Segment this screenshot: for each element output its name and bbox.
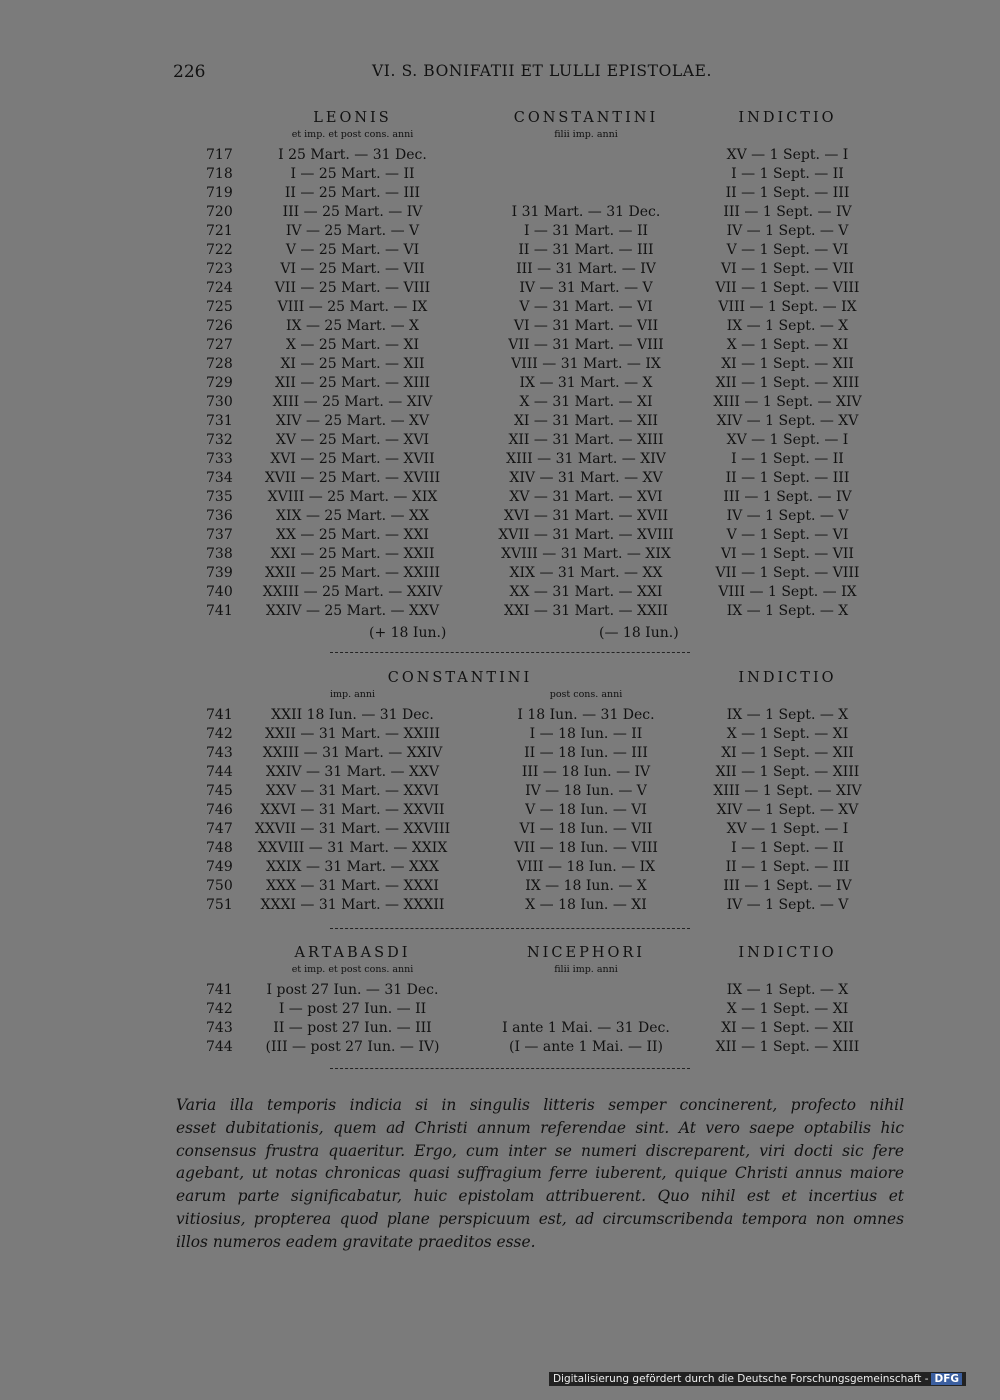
reign-cell: V — 18 Iun. — VI	[525, 802, 647, 818]
column-header: INDICTIO	[738, 110, 837, 126]
reign-cell: XII — 25 Mart. — XIII	[274, 375, 431, 391]
reign-cell: XXVII — 31 Mart. — XXVIII	[254, 821, 451, 837]
reign-cell: V — 31 Mart. — VI	[519, 299, 653, 315]
year-cell: 721	[206, 223, 233, 239]
year-cell: 741	[206, 707, 233, 723]
indiction-cell: XIV — 1 Sept. — XV	[716, 413, 859, 429]
reign-cell: XXIV — 25 Mart. — XXV	[265, 603, 440, 619]
year-cell: 736	[206, 508, 233, 524]
year-cell: 735	[206, 489, 233, 505]
table-row	[0, 878, 1000, 897]
indiction-cell: XV — 1 Sept. — I	[726, 821, 849, 837]
year-cell: 747	[206, 821, 233, 837]
divider	[330, 652, 690, 653]
reign-cell: XVI — 25 Mart. — XVII	[270, 451, 435, 467]
reign-cell: XXII — 31 Mart. — XXIII	[264, 726, 441, 742]
reign-cell: XXII 18 Iun. — 31 Dec.	[271, 707, 434, 723]
reign-cell: VII — 18 Iun. — VIII	[514, 840, 658, 856]
divider	[330, 928, 690, 929]
table-row	[0, 261, 1000, 280]
indiction-cell: IV — 1 Sept. — V	[726, 223, 849, 239]
table-row	[0, 451, 1000, 470]
reign-cell: XXVIII — 31 Mart. — XXIX	[257, 840, 448, 856]
reign-cell: XIX — 31 Mart. — XX	[509, 565, 663, 581]
reign-cell: I — 18 Iun. — II	[529, 726, 643, 742]
dfg-logo: DFG	[931, 1373, 962, 1385]
year-cell: 742	[206, 726, 233, 742]
table-note: (+ 18 Iun.)	[369, 625, 447, 641]
table-row	[0, 166, 1000, 185]
reign-cell: XI — 25 Mart. — XII	[280, 356, 425, 372]
table-row	[0, 897, 1000, 916]
reign-cell: XVIII — 31 Mart. — XIX	[501, 546, 671, 562]
table-row	[0, 982, 1000, 1001]
table-row	[0, 508, 1000, 527]
indiction-cell: X — 1 Sept. — XI	[726, 726, 849, 742]
table-row	[0, 802, 1000, 821]
year-cell: 738	[206, 546, 233, 562]
paragraph-line: earum parte significabatur, huic epistolam attribuerent. Quo nihil est et incertius et	[176, 1187, 904, 1206]
table-row	[0, 546, 1000, 565]
column-header: INDICTIO	[738, 945, 837, 961]
indiction-cell: IX — 1 Sept. — X	[726, 318, 849, 334]
indiction-cell: II — 1 Sept. — III	[725, 470, 850, 486]
reign-cell: III — 18 Iun. — IV	[521, 764, 651, 780]
paragraph-line: agebant, ut notas chronicas quasi suffragium ferre iuberent, quique Christi annus maiore	[176, 1164, 904, 1183]
table-row	[0, 185, 1000, 204]
indiction-cell: III — 1 Sept. — IV	[723, 489, 852, 505]
table-row	[0, 394, 1000, 413]
year-cell: 726	[206, 318, 233, 334]
indiction-cell: XII — 1 Sept. — XIII	[715, 375, 860, 391]
reign-cell: IX — 31 Mart. — X	[519, 375, 653, 391]
column-subheader: filii imp. anni	[554, 964, 618, 975]
paragraph-line: consensus frustra quaeritur. Ergo, cum inter se numeri discreparent, viri docti sic fere	[176, 1141, 904, 1160]
year-cell: 748	[206, 840, 233, 856]
reign-cell: VIII — 31 Mart. — IX	[511, 356, 661, 372]
reign-cell: IX — 25 Mart. — X	[286, 318, 419, 334]
reign-cell: XXXI — 31 Mart. — XXXII	[260, 897, 445, 913]
reign-cell: III — 25 Mart. — IV	[282, 204, 423, 220]
reign-cell: XXI — 31 Mart. — XXII	[504, 603, 668, 619]
year-cell: 720	[206, 204, 233, 220]
year-cell: 746	[206, 802, 233, 818]
table-row	[0, 299, 1000, 318]
year-cell: 728	[206, 356, 233, 372]
table-row	[0, 603, 1000, 622]
year-cell: 724	[206, 280, 233, 296]
year-cell: 742	[206, 1001, 233, 1017]
indiction-cell: IX — 1 Sept. — X	[726, 707, 849, 723]
table-row	[0, 764, 1000, 783]
reign-cell: XXX — 31 Mart. — XXXI	[266, 878, 439, 894]
footer-text: Digitalisierung gefördert durch die Deutsche Forschungsgemeinschaft -	[552, 1373, 929, 1385]
table-row	[0, 318, 1000, 337]
table-row	[0, 840, 1000, 859]
indiction-cell: V — 1 Sept. — VI	[726, 242, 849, 258]
reign-cell: XV — 25 Mart. — XVI	[275, 432, 430, 448]
table-row	[0, 280, 1000, 299]
year-cell: 719	[206, 185, 233, 201]
paragraph-line: vitiosius, propterea quod plane perspicuum est, ad circumscribenda tempora non omnes	[176, 1209, 904, 1228]
indiction-cell: XI — 1 Sept. — XII	[721, 745, 854, 761]
year-cell: 734	[206, 470, 233, 486]
indiction-cell: XV — 1 Sept. — I	[726, 147, 849, 163]
reign-cell: I 18 Iun. — 31 Dec.	[517, 707, 655, 723]
indiction-cell: IX — 1 Sept. — X	[726, 603, 849, 619]
indiction-cell: XV — 1 Sept. — I	[726, 432, 849, 448]
reign-cell: I — 25 Mart. — II	[290, 166, 415, 182]
year-cell: 741	[206, 982, 233, 998]
reign-cell: IX — 18 Iun. — X	[525, 878, 647, 894]
reign-cell: XXIV — 31 Mart. — XXV	[265, 764, 440, 780]
year-cell: 727	[206, 337, 233, 353]
indiction-cell: XI — 1 Sept. — XII	[721, 1020, 854, 1036]
reign-cell: II — 25 Mart. — III	[284, 185, 421, 201]
indiction-cell: VII — 1 Sept. — VIII	[715, 565, 860, 581]
column-header: CONSTANTINI	[387, 670, 533, 686]
reign-cell: XXVI — 31 Mart. — XXVII	[260, 802, 445, 818]
indiction-cell: II — 1 Sept. — III	[725, 185, 850, 201]
year-cell: 739	[206, 565, 233, 581]
reign-cell: II — 18 Iun. — III	[524, 745, 648, 761]
year-cell: 732	[206, 432, 233, 448]
indiction-cell: VI — 1 Sept. — VII	[721, 546, 854, 562]
table-row	[0, 1001, 1000, 1020]
table-row	[0, 821, 1000, 840]
table-row	[0, 726, 1000, 745]
reign-cell: VII — 25 Mart. — VIII	[274, 280, 431, 296]
column-header: INDICTIO	[738, 670, 837, 686]
year-cell: 723	[206, 261, 233, 277]
table-row	[0, 337, 1000, 356]
indiction-cell: I — 1 Sept. — II	[731, 166, 844, 182]
indiction-cell: X — 1 Sept. — XI	[726, 1001, 849, 1017]
table-row	[0, 470, 1000, 489]
year-cell: 730	[206, 394, 233, 410]
reign-cell: X — 18 Iun. — XI	[525, 897, 647, 913]
reign-cell: XI — 31 Mart. — XII	[513, 413, 659, 429]
paragraph-line: esset dubitationis, quem ad Christi annum referendae sint. At vero saepe optabilis hic	[176, 1118, 904, 1137]
reign-cell: XXII — 25 Mart. — XXIII	[264, 565, 441, 581]
reign-cell: VI — 25 Mart. — VII	[280, 261, 425, 277]
reign-cell: XV — 31 Mart. — XVI	[509, 489, 663, 505]
column-header: CONSTANTINI	[513, 110, 659, 126]
table-row	[0, 1020, 1000, 1039]
reign-cell: XX — 25 Mart. — XXI	[276, 527, 429, 543]
year-cell: 745	[206, 783, 233, 799]
indiction-cell: I — 1 Sept. — II	[731, 451, 844, 467]
reign-cell: XXV — 31 Mart. — XXVI	[265, 783, 440, 799]
table-row	[0, 565, 1000, 584]
year-cell: 743	[206, 1020, 233, 1036]
paragraph-line: Varia illa temporis indicia si in singulis litteris semper concinerent, profecto nihil	[176, 1096, 904, 1114]
reign-cell: VIII — 25 Mart. — IX	[277, 299, 428, 315]
column-header: NICEPHORI	[526, 945, 646, 961]
indiction-cell: VII — 1 Sept. — VIII	[715, 280, 860, 296]
reign-cell: XIV — 31 Mart. — XV	[509, 470, 663, 486]
table-row	[0, 745, 1000, 764]
reign-cell: VII — 31 Mart. — VIII	[508, 337, 664, 353]
reign-cell: III — 31 Mart. — IV	[516, 261, 656, 277]
indiction-cell: III — 1 Sept. — IV	[723, 878, 852, 894]
indiction-cell: V — 1 Sept. — VI	[726, 527, 849, 543]
table-row	[0, 527, 1000, 546]
running-title: VI. S. BONIFATII ET LULLI EPISTOLAE.	[372, 62, 713, 80]
page-number: 226	[173, 62, 206, 82]
year-cell: 725	[206, 299, 233, 315]
year-cell: 733	[206, 451, 233, 467]
reign-cell: IV — 25 Mart. — V	[285, 223, 420, 239]
reign-cell: X — 31 Mart. — XI	[519, 394, 653, 410]
footer-credit	[549, 1372, 966, 1386]
reign-cell: VI — 31 Mart. — VII	[513, 318, 659, 334]
table-row	[0, 859, 1000, 878]
year-cell: 744	[206, 764, 233, 780]
indiction-cell: IX — 1 Sept. — X	[726, 982, 849, 998]
reign-cell: V — 25 Mart. — VI	[285, 242, 420, 258]
reign-cell: XXIII — 25 Mart. — XXIV	[262, 584, 443, 600]
table-row	[0, 356, 1000, 375]
table-row	[0, 147, 1000, 166]
year-cell: 737	[206, 527, 233, 543]
table-row	[0, 783, 1000, 802]
indiction-cell: XII — 1 Sept. — XIII	[715, 1039, 860, 1055]
reign-cell: VIII — 18 Iun. — IX	[516, 859, 656, 875]
table-row	[0, 413, 1000, 432]
reign-cell: II — 31 Mart. — III	[518, 242, 654, 258]
reign-cell: XXI — 25 Mart. — XXII	[270, 546, 435, 562]
table-row	[0, 707, 1000, 726]
indiction-cell: XIII — 1 Sept. — XIV	[713, 394, 862, 410]
year-cell: 731	[206, 413, 233, 429]
reign-cell: I post 27 Iun. — 31 Dec.	[266, 982, 439, 998]
reign-cell: XIII — 25 Mart. — XIV	[272, 394, 433, 410]
table-row	[0, 432, 1000, 451]
table-row	[0, 242, 1000, 261]
indiction-cell: VIII — 1 Sept. — IX	[718, 584, 857, 600]
reign-cell: XXIX — 31 Mart. — XXX	[266, 859, 439, 875]
column-subheader: post cons. anni	[549, 689, 623, 700]
column-header: ARTABASDI	[294, 945, 411, 961]
table-row	[0, 375, 1000, 394]
year-cell: 729	[206, 375, 233, 391]
indiction-cell: III — 1 Sept. — IV	[723, 204, 852, 220]
reign-cell: I ante 1 Mai. — 31 Dec.	[502, 1020, 670, 1036]
year-cell: 718	[206, 166, 233, 182]
column-subheader: imp. anni	[329, 689, 376, 700]
reign-cell: XVIII — 25 Mart. — XIX	[267, 489, 438, 505]
year-cell: 751	[206, 897, 233, 913]
year-cell: 717	[206, 147, 233, 163]
reign-cell: II — post 27 Iun. — III	[273, 1020, 432, 1036]
reign-cell: XX — 31 Mart. — XXI	[509, 584, 663, 600]
year-cell: 749	[206, 859, 233, 875]
reign-cell: XVII — 25 Mart. — XVIII	[264, 470, 441, 486]
table-row	[0, 204, 1000, 223]
table-row	[0, 584, 1000, 603]
indiction-cell: IV — 1 Sept. — V	[726, 897, 849, 913]
reign-cell: I 31 Mart. — 31 Dec.	[511, 204, 661, 220]
reign-cell: I — 31 Mart. — II	[523, 223, 649, 239]
reign-cell: VI — 18 Iun. — VII	[519, 821, 653, 837]
table-row	[0, 1039, 1000, 1058]
reign-cell: XIX — 25 Mart. — XX	[276, 508, 429, 524]
column-header: LEONIS	[313, 110, 392, 126]
indiction-cell: XII — 1 Sept. — XIII	[715, 764, 860, 780]
column-subheader: et imp. et post cons. anni	[291, 129, 414, 140]
indiction-cell: XI — 1 Sept. — XII	[721, 356, 854, 372]
reign-cell: X — 25 Mart. — XI	[286, 337, 419, 353]
year-cell: 750	[206, 878, 233, 894]
reign-cell: IV — 31 Mart. — V	[519, 280, 653, 296]
reign-cell: XIV — 25 Mart. — XV	[275, 413, 430, 429]
indiction-cell: VI — 1 Sept. — VII	[721, 261, 854, 277]
reign-cell: XIII — 31 Mart. — XIV	[506, 451, 666, 467]
indiction-cell: XIII — 1 Sept. — XIV	[713, 783, 862, 799]
reign-cell: XXIII — 31 Mart. — XXIV	[262, 745, 443, 761]
indiction-cell: II — 1 Sept. — III	[725, 859, 850, 875]
reign-cell: I 25 Mart. — 31 Dec.	[278, 147, 427, 163]
body-paragraph	[176, 1094, 904, 1254]
indiction-cell: X — 1 Sept. — XI	[726, 337, 849, 353]
year-cell: 744	[206, 1039, 233, 1055]
reign-cell: XII — 31 Mart. — XIII	[508, 432, 664, 448]
paragraph-line: illos numeros eadem gravitate praeditos esse.	[176, 1232, 536, 1251]
reign-cell: IV — 18 Iun. — V	[525, 783, 647, 799]
column-subheader: et imp. et post cons. anni	[291, 964, 414, 975]
reign-cell: (III — post 27 Iun. — IV)	[265, 1039, 440, 1055]
column-subheader: filii imp. anni	[554, 129, 618, 140]
reign-cell: XVI — 31 Mart. — XVII	[503, 508, 669, 524]
year-cell: 741	[206, 603, 233, 619]
indiction-cell: XIV — 1 Sept. — XV	[716, 802, 859, 818]
year-cell: 740	[206, 584, 233, 600]
reign-cell: (I — ante 1 Mai. — II)	[508, 1039, 663, 1055]
indiction-cell: IV — 1 Sept. — V	[726, 508, 849, 524]
indiction-cell: I — 1 Sept. — II	[731, 840, 844, 856]
table-row	[0, 223, 1000, 242]
reign-cell: XVII — 31 Mart. — XVIII	[498, 527, 674, 543]
reign-cell: I — post 27 Iun. — II	[278, 1001, 427, 1017]
indiction-cell: VIII — 1 Sept. — IX	[718, 299, 857, 315]
year-cell: 743	[206, 745, 233, 761]
year-cell: 722	[206, 242, 233, 258]
table-row	[0, 489, 1000, 508]
table-note: (— 18 Iun.)	[599, 625, 679, 641]
divider	[330, 1068, 690, 1069]
